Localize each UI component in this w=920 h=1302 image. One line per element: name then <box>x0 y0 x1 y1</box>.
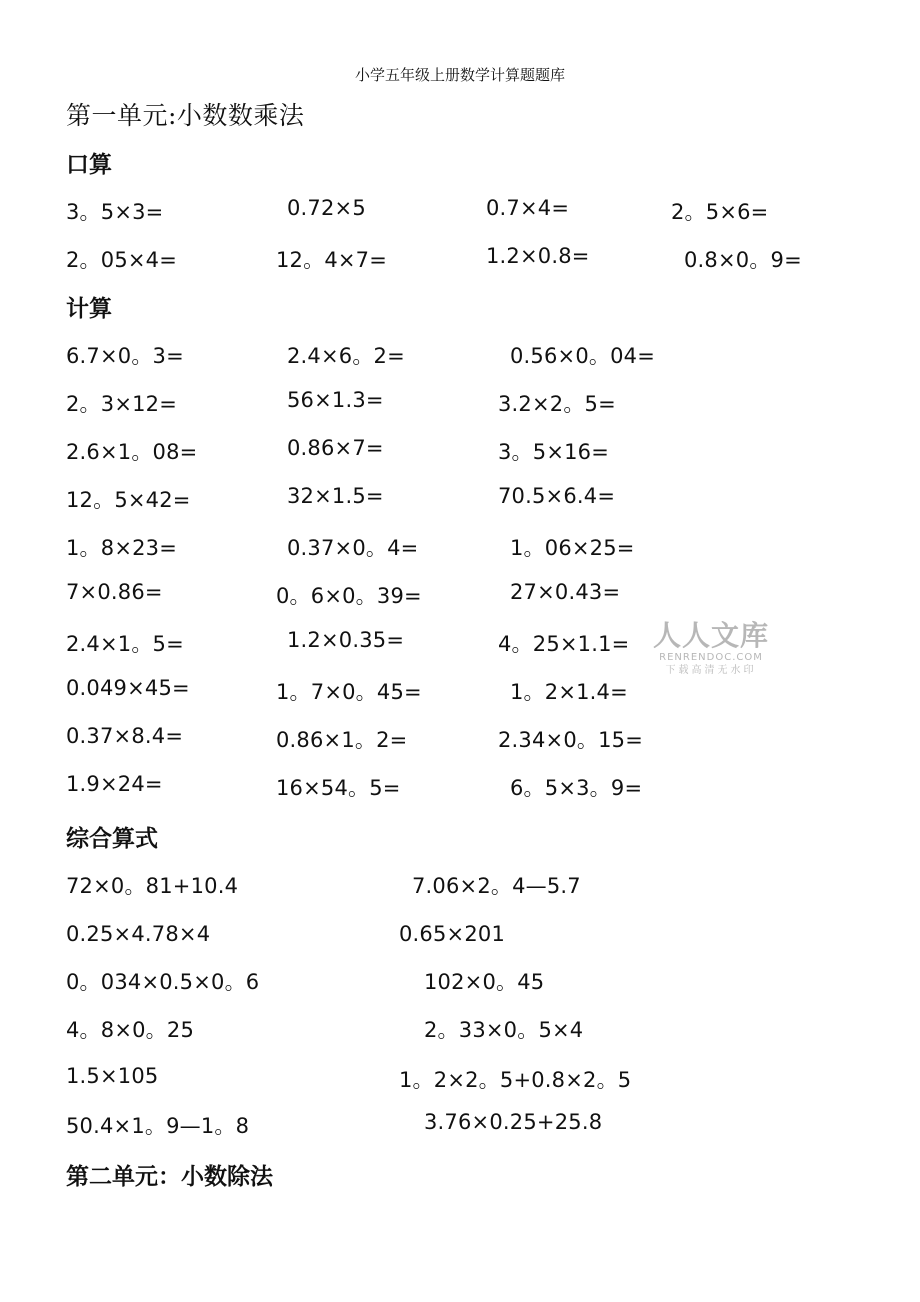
calc-problem: 16×54。5= <box>276 776 401 800</box>
calc-problem: 2.4×6。2= <box>287 344 405 368</box>
mixed-problem: 1.5×105 <box>66 1064 159 1088</box>
calc-problem: 2。3×12= <box>66 392 178 416</box>
mixed-problem: 50.4×1。9—1。8 <box>66 1114 250 1138</box>
calc-problem: 4。25×1.1= <box>498 632 630 656</box>
calc-problem: 1。2×1.4= <box>510 680 628 704</box>
mixed-problem: 2。33×0。5×4 <box>424 1018 584 1042</box>
calc-problem: 70.5×6.4= <box>498 484 616 508</box>
mixed-problem: 0.65×201 <box>399 922 506 946</box>
oral-problem: 2。5×6= <box>671 200 769 224</box>
calc-problem: 27×0.43= <box>510 580 621 604</box>
calc-problem: 1.2×0.35= <box>287 628 405 652</box>
document-header: 小学五年级上册数学计算题题库 <box>354 66 565 84</box>
unit-2-title: 第二单元：小数除法 <box>66 1164 273 1190</box>
oral-problem: 0.8×0。9= <box>684 248 802 272</box>
mixed-problem: 0.25×4.78×4 <box>66 922 211 946</box>
calc-problem: 2.4×1。5= <box>66 632 184 656</box>
calc-problem: 0.56×0。04= <box>510 344 656 368</box>
mixed-problem: 0。034×0.5×0。6 <box>66 970 260 994</box>
oral-problem: 12。4×7= <box>276 248 388 272</box>
calc-problem: 1。7×0。45= <box>276 680 422 704</box>
watermark-domain: RENRENDOC.COM <box>659 652 763 663</box>
oral-problem: 3。5×3= <box>66 200 164 224</box>
unit-1-title: 第一单元:小数数乘法 <box>66 101 305 130</box>
calc-problem: 2.6×1。08= <box>66 440 198 464</box>
calc-heading: 计算 <box>66 296 112 322</box>
mixed-problem: 1。2×2。5+0.8×2。5 <box>399 1068 632 1092</box>
watermark-logo-text: 人人文库 <box>652 619 769 652</box>
watermark <box>648 620 774 678</box>
oral-problem: 2。05×4= <box>66 248 178 272</box>
calc-problem: 0.37×0。4= <box>287 536 419 560</box>
calc-problem: 32×1.5= <box>287 484 384 508</box>
calc-problem: 3。5×16= <box>498 440 610 464</box>
mixed-problem: 72×0。81+10.4 <box>66 874 239 898</box>
calc-problem: 1。8×23= <box>66 536 178 560</box>
calc-problem: 1.9×24= <box>66 772 163 796</box>
calc-problem: 12。5×42= <box>66 488 191 512</box>
calc-problem: 0.37×8.4= <box>66 724 184 748</box>
oral-problem: 0.72×5 <box>287 196 366 220</box>
calc-problem: 0.049×45= <box>66 676 190 700</box>
mixed-problem: 3.76×0.25+25.8 <box>424 1110 603 1134</box>
oral-problem: 1.2×0.8= <box>486 244 590 268</box>
mixed-problem: 4。8×0。25 <box>66 1018 194 1042</box>
calc-problem: 7×0.86= <box>66 580 163 604</box>
calc-problem: 6。5×3。9= <box>510 776 643 800</box>
calc-problem: 0.86×7= <box>287 436 384 460</box>
oral-heading: 口算 <box>66 152 112 178</box>
calc-problem: 6.7×0。3= <box>66 344 184 368</box>
calc-problem: 0。6×0。39= <box>276 584 422 608</box>
calc-problem: 2.34×0。15= <box>498 728 644 752</box>
oral-problem: 0.7×4= <box>486 196 570 220</box>
calc-problem: 3.2×2。5= <box>498 392 616 416</box>
mixed-problem: 7.06×2。4—5.7 <box>412 874 581 898</box>
calc-problem: 0.86×1。2= <box>276 728 408 752</box>
watermark-subtitle: 下载高清无水印 <box>665 665 757 676</box>
calc-problem: 1。06×25= <box>510 536 635 560</box>
mixed-heading: 综合算式 <box>66 826 158 852</box>
mixed-problem: 102×0。45 <box>424 970 545 994</box>
calc-problem: 56×1.3= <box>287 388 384 412</box>
